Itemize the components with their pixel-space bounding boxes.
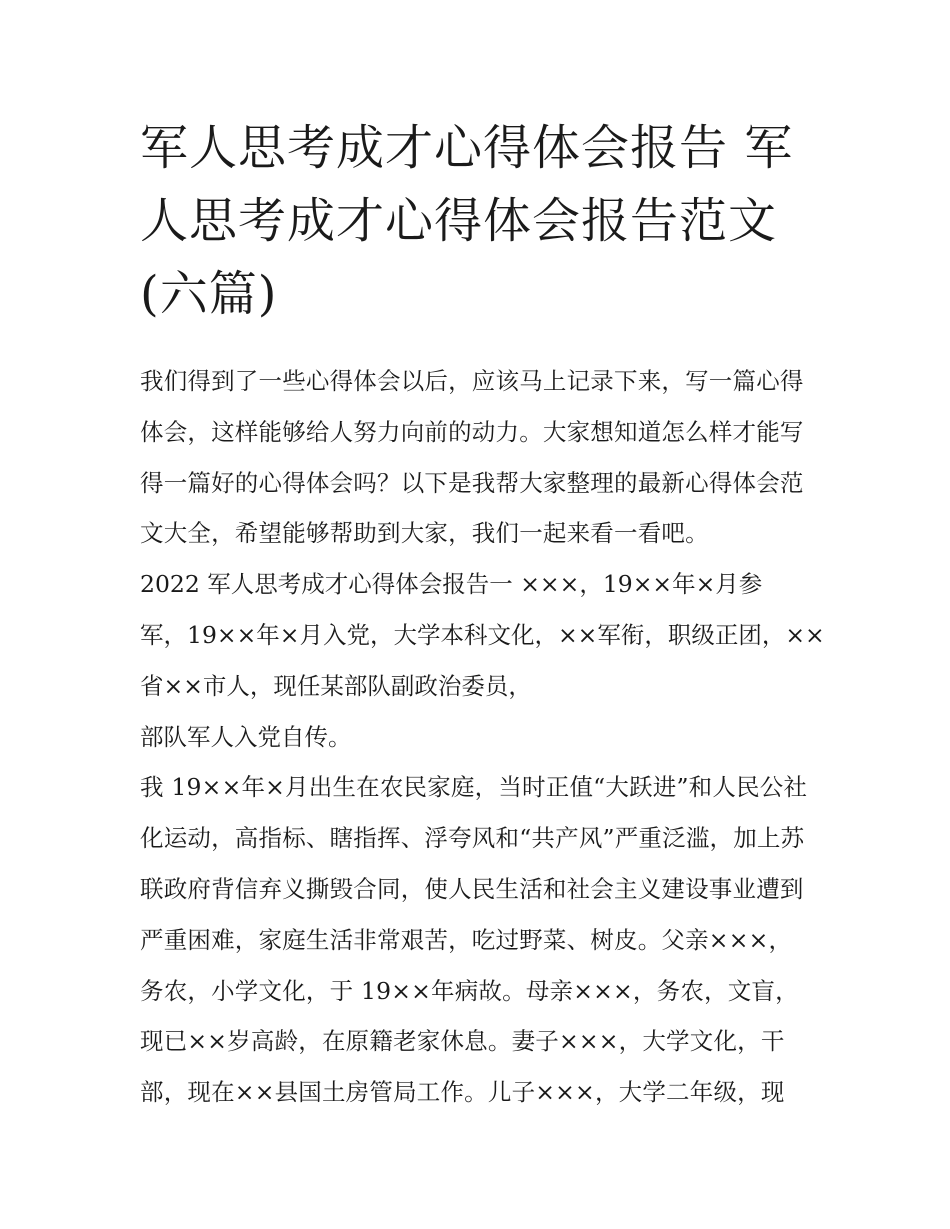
report-block <box>140 559 825 762</box>
report-line: 省××市人，现任某部队副政治委员， <box>140 671 532 700</box>
bio-paragraph: 我 19××年×月出生在农民家庭，当时正值“大跃进”和人民公社化运动，高指标、瞎指挥、浮夸风和“共产风”严重泛滥，加上苏联政府背信弃义撕毁合同，使人民生活和社会主义建设事业遭到严重困难，家庭生活非常艰苦，吃过野菜、树皮。父亲×××，务农，小学文化，于 19××年病故。母亲×××，务农，文盲，现已××岁高龄，在原籍老家休息。妻子×××，大学文化，干部，现在××县国土房管局工作。儿子×××，大学二年级，现 <box>140 773 808 1107</box>
document-body <box>140 356 825 1118</box>
intro-paragraph: 我们得到了一些心得体会以后，应该马上记录下来，写一篇心得体会，这样能够给人努力向前的动力。大家想知道怎么样才能写得一篇好的心得体会吗？以下是我帮大家整理的最新心得体会范文大全，希望能够帮助到大家，我们一起来看一看吧。 <box>140 367 804 548</box>
report-line: 部队军人入党自传。 <box>140 722 352 751</box>
report-line: 2022 军人思考成才心得体会报告一 ×××，19××年×月参 <box>140 570 763 599</box>
document-title: 军人思考成才心得体会报告 军人思考成才心得体会报告范文(六篇) <box>140 120 794 322</box>
report-line: 军，19××年×月入党，大学本科文化，××军衔，职级正团，×× <box>140 620 825 649</box>
